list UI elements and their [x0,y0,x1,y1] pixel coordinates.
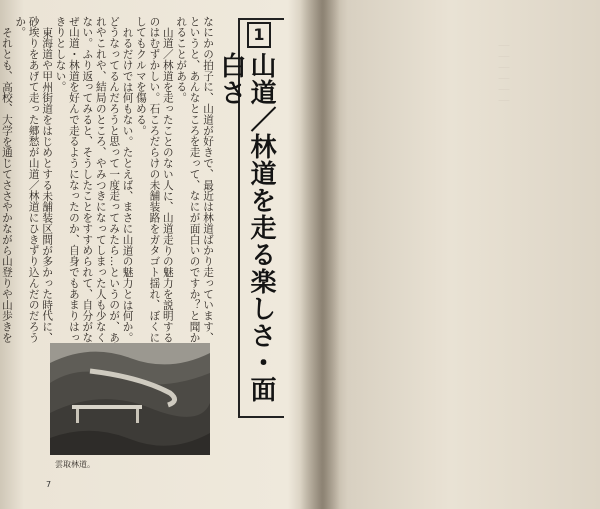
bleed-through-texture: ｜｜｜｜｜｜ [497,40,510,106]
chapter-title: 山道／林道を走る楽しさ・面白さ [216,52,276,403]
page-number: 7 [46,480,52,489]
paragraph: 東海道や甲州街道をはじめとする未舗装区間が多かった時代に、砂埃りをあげて走った郷愁が山道／林道にひきずり込んだのだろうか。 [14,16,54,343]
chapter-number: 1 [247,22,271,48]
paragraph: れるだけでは何もない。たとえば、まさに山道の魅力とは何か。どうなってるんだろうと思って一度走ってみたら…というのが、あれやこれや、結局のところ、やみつきになってしまった人も少なくない。ふり返ってみると、そうしたことをすすめられて、自分がなぜ山道・林道を好んで走るようになったのか、自身でもあまりはっきりとしない。 [54,16,134,343]
right-page-blank [330,0,600,509]
paragraph: それとも、高校、大学を通じてささやかながら山登りや山歩きを [0,26,13,343]
forest-road-photo [50,343,210,455]
body-text [0,16,214,346]
paragraph: なにかの拍子に、山道が好きで、最近は林道ばかり走っています、というと、あんなところを走って、なにが面白いのですか？と聞かれることがある。 [175,16,214,343]
paragraph: 山道／林道を走ったことのない人に、山道走りの魅力を説明するのはむずかしい。石ころだらけの未舗装路をガタゴト揺れ、ぼくにしてもクルマを傷める。 [134,16,174,343]
photo-caption: 雲取林道。 [55,460,95,469]
